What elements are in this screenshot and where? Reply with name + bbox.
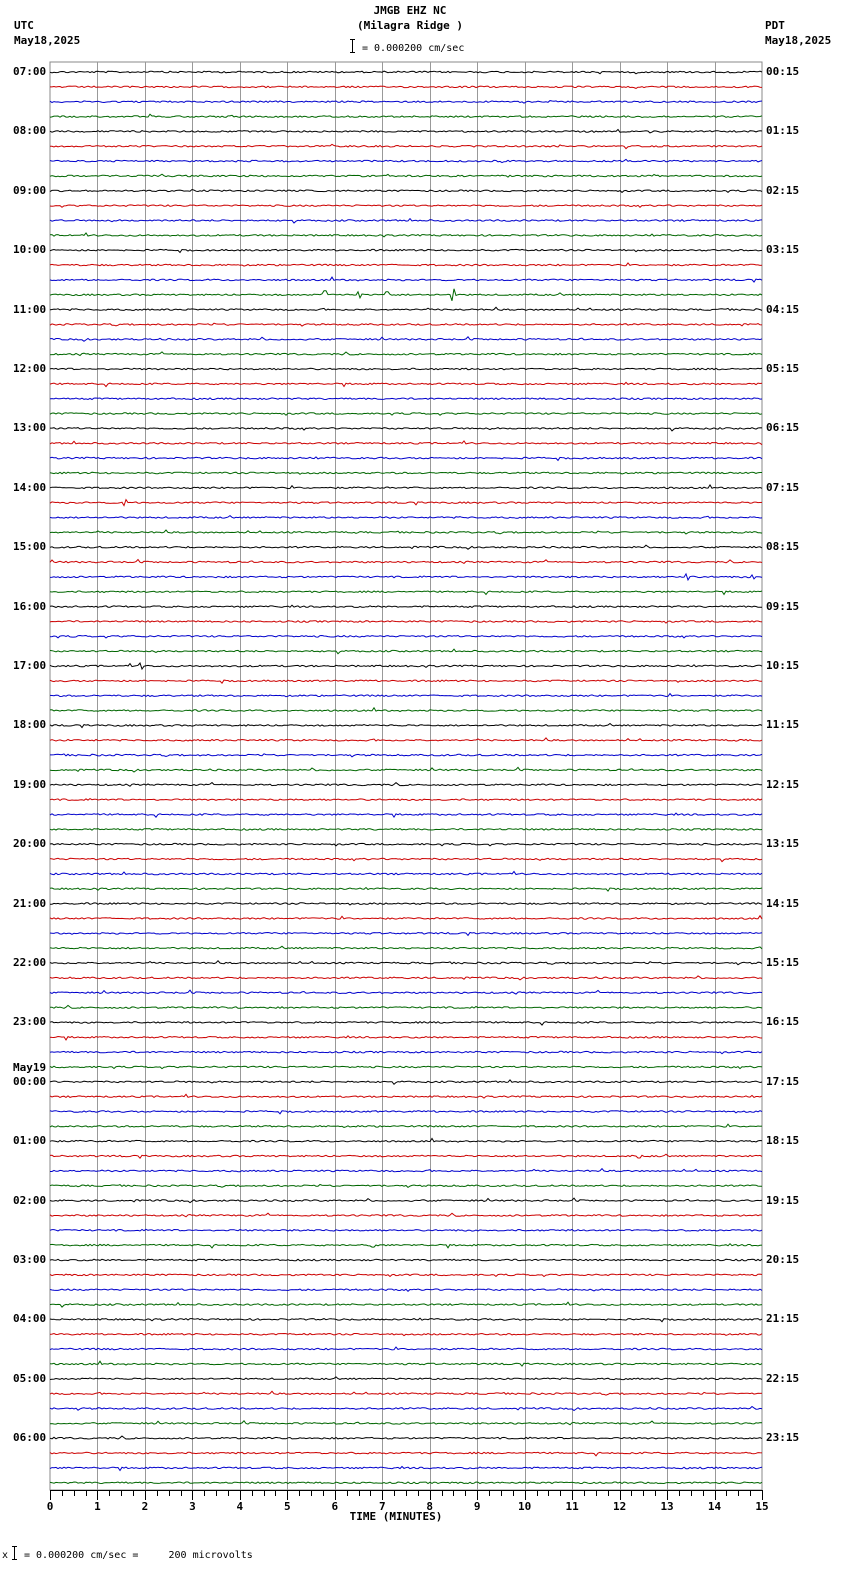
trace-19 [50, 352, 762, 356]
trace-45 [50, 738, 762, 741]
utc-hour-label: 11:00 [13, 302, 47, 316]
utc-hour-label: 00:00 [13, 1074, 47, 1088]
trace-28 [50, 485, 762, 489]
trace-50 [50, 813, 762, 817]
trace-46 [50, 754, 762, 757]
trace-15 [50, 289, 762, 301]
trace-49 [50, 799, 762, 801]
trace-88 [50, 1377, 762, 1380]
trace-84 [50, 1318, 762, 1322]
trace-4 [50, 130, 762, 133]
utc-hour-label: 19:00 [13, 777, 47, 791]
utc-hour-label: 14:00 [13, 480, 47, 494]
pdt-hour-label: 18:15 [766, 1134, 800, 1148]
utc-hour-label: 13:00 [13, 421, 47, 435]
x-tick-label: 6 [331, 1500, 339, 1513]
trace-69 [50, 1094, 762, 1098]
trace-32 [50, 545, 762, 549]
trace-95 [50, 1482, 762, 1484]
trace-59 [50, 946, 762, 949]
x-tick-label: 10 [518, 1500, 532, 1513]
x-tick-label: 2 [141, 1500, 149, 1513]
trace-81 [50, 1274, 762, 1276]
pdt-hour-label: 12:15 [766, 777, 800, 791]
utc-date-label: May19 [13, 1060, 47, 1074]
x-tick-label: 5 [284, 1500, 291, 1513]
utc-hour-label: 17:00 [13, 659, 47, 672]
trace-56 [50, 903, 762, 905]
trace-53 [50, 858, 762, 861]
utc-hour-label: 09:00 [13, 183, 47, 197]
time-axis [47, 1490, 769, 1523]
trace-5 [50, 144, 762, 148]
trace-7 [50, 174, 762, 177]
pdt-hour-label: 03:15 [766, 243, 800, 257]
utc-hour-label: 18:00 [13, 718, 47, 732]
x-axis-label: TIME (MINUTES) [349, 1510, 443, 1523]
trace-12 [50, 249, 762, 252]
station-location: (Milagra Ridge ) [357, 19, 463, 32]
trace-74 [50, 1169, 762, 1172]
trace-87 [50, 1361, 762, 1366]
trace-30 [50, 516, 762, 519]
trace-1 [50, 86, 762, 88]
pdt-hour-label: 06:15 [766, 421, 800, 435]
left-timezone: UTC [14, 19, 34, 32]
trace-70 [50, 1111, 762, 1114]
trace-33 [50, 560, 762, 564]
trace-20 [50, 368, 762, 370]
trace-65 [50, 1036, 762, 1040]
trace-55 [50, 888, 762, 892]
trace-52 [50, 843, 762, 846]
trace-92 [50, 1436, 762, 1439]
utc-hour-label: 16:00 [13, 599, 47, 613]
trace-66 [50, 1051, 762, 1053]
pdt-hour-label: 07:15 [766, 480, 800, 494]
trace-3 [50, 114, 762, 117]
utc-hour-label: 15:00 [13, 540, 47, 554]
pdt-hour-label: 05:15 [766, 362, 800, 375]
trace-6 [50, 159, 762, 162]
utc-hour-label: 20:00 [13, 837, 47, 851]
scale-bar-icon [352, 39, 353, 53]
trace-31 [50, 530, 762, 534]
trace-27 [50, 472, 762, 474]
trace-73 [50, 1154, 762, 1158]
utc-hour-label: 03:00 [13, 1253, 47, 1266]
trace-61 [50, 976, 762, 980]
trace-11 [50, 233, 762, 237]
trace-85 [50, 1334, 762, 1336]
footer-scale-bar-icon [14, 1546, 15, 1560]
trace-72 [50, 1138, 762, 1142]
plot-frame [50, 62, 762, 1490]
trace-71 [50, 1124, 762, 1127]
trace-35 [50, 591, 762, 595]
utc-hour-label: 08:00 [13, 124, 47, 138]
x-tick-label: 13 [660, 1500, 674, 1513]
trace-64 [50, 1022, 762, 1026]
trace-89 [50, 1391, 762, 1395]
minute-grid [50, 62, 762, 1490]
x-tick-label: 0 [46, 1500, 54, 1513]
right-timezone: PDT [765, 19, 785, 32]
trace-23 [50, 413, 762, 415]
scale-text: = 0.000200 cm/sec [362, 43, 465, 54]
trace-0 [50, 71, 762, 74]
trace-68 [50, 1080, 762, 1084]
pdt-hour-label: 21:15 [766, 1312, 800, 1326]
trace-77 [50, 1213, 762, 1217]
footer-mark: x [2, 1550, 9, 1561]
pdt-hour-label: 01:15 [766, 124, 800, 138]
pdt-hour-label: 11:15 [766, 718, 800, 732]
footer-scale-note: = 0.000200 cm/sec = 200 microvolts [24, 1550, 253, 1561]
utc-hour-label: 04:00 [13, 1312, 47, 1326]
station-title: JMGB EHZ NC [373, 4, 447, 17]
trace-78 [50, 1229, 762, 1231]
trace-76 [50, 1198, 762, 1203]
pdt-hour-label: 19:15 [766, 1193, 800, 1207]
trace-38 [50, 636, 762, 639]
trace-40 [50, 663, 762, 669]
utc-hour-label: 01:00 [13, 1134, 47, 1148]
trace-86 [50, 1347, 762, 1350]
pdt-hour-label: 14:15 [766, 896, 800, 910]
seismic-traces [50, 71, 762, 1483]
trace-83 [50, 1302, 762, 1307]
trace-62 [50, 990, 762, 994]
trace-26 [50, 457, 762, 461]
x-tick-label: 11 [565, 1500, 579, 1513]
utc-hour-label: 22:00 [13, 956, 47, 969]
trace-79 [50, 1244, 762, 1248]
utc-hour-label: 06:00 [13, 1431, 47, 1445]
trace-75 [50, 1185, 762, 1188]
trace-17 [50, 323, 762, 326]
trace-42 [50, 694, 762, 697]
trace-36 [50, 605, 762, 607]
utc-hour-label: 05:00 [13, 1371, 47, 1385]
trace-80 [50, 1259, 762, 1261]
pdt-hour-label: 13:15 [766, 837, 800, 851]
trace-48 [50, 783, 762, 787]
pdt-hour-label: 20:15 [766, 1253, 800, 1266]
pdt-hour-label: 22:15 [766, 1371, 800, 1385]
trace-58 [50, 932, 762, 935]
trace-2 [50, 101, 762, 104]
trace-18 [50, 337, 762, 342]
trace-10 [50, 219, 762, 223]
trace-14 [50, 277, 762, 282]
trace-44 [50, 724, 762, 728]
pdt-hour-label: 16:15 [766, 1015, 800, 1029]
trace-29 [50, 500, 762, 506]
pdt-hour-label: 15:15 [766, 956, 800, 969]
x-tick-label: 4 [236, 1500, 244, 1513]
trace-47 [50, 767, 762, 772]
x-tick-label: 3 [189, 1500, 196, 1513]
pdt-hour-label: 02:15 [766, 183, 800, 197]
utc-hour-label: 21:00 [13, 896, 47, 910]
trace-39 [50, 649, 762, 654]
trace-93 [50, 1452, 762, 1456]
trace-34 [50, 574, 762, 580]
utc-hour-label: 07:00 [13, 65, 47, 78]
utc-hour-label: 02:00 [13, 1193, 47, 1207]
trace-60 [50, 961, 762, 965]
utc-hour-label: 23:00 [13, 1015, 47, 1029]
x-tick-label: 12 [612, 1500, 627, 1513]
trace-82 [50, 1289, 762, 1291]
pdt-hour-label: 00:15 [766, 65, 800, 78]
trace-9 [50, 205, 762, 207]
left-date: May18,2025 [14, 34, 81, 47]
pdt-hour-label: 04:15 [766, 302, 800, 316]
trace-37 [50, 621, 762, 623]
trace-91 [50, 1421, 762, 1425]
x-tick-label: 15 [755, 1500, 769, 1513]
pdt-hour-label: 09:15 [766, 599, 800, 613]
trace-16 [50, 307, 762, 310]
utc-hour-label: 12:00 [13, 362, 47, 375]
trace-94 [50, 1467, 762, 1471]
trace-41 [50, 680, 762, 683]
trace-22 [50, 398, 762, 400]
pdt-hour-label: 08:15 [766, 540, 800, 554]
pdt-hour-label: 17:15 [766, 1074, 800, 1088]
trace-63 [50, 1005, 762, 1008]
trace-90 [50, 1407, 762, 1411]
trace-51 [50, 829, 762, 831]
pdt-hour-label: 10:15 [766, 659, 800, 672]
trace-57 [50, 916, 762, 920]
trace-13 [50, 263, 762, 266]
trace-67 [50, 1066, 762, 1068]
trace-21 [50, 382, 762, 386]
x-tick-label: 14 [707, 1500, 722, 1513]
x-tick-label: 9 [473, 1500, 481, 1513]
x-tick-label: 7 [378, 1500, 386, 1513]
x-tick-label: 1 [94, 1500, 101, 1513]
trace-8 [50, 190, 762, 193]
utc-hour-label: 10:00 [13, 243, 47, 257]
pdt-hour-label: 23:15 [766, 1431, 800, 1445]
trace-54 [50, 872, 762, 875]
trace-24 [50, 428, 762, 431]
trace-43 [50, 708, 762, 712]
right-date: May18,2025 [765, 34, 832, 47]
x-tick-label: 8 [426, 1500, 434, 1513]
trace-25 [50, 441, 762, 445]
